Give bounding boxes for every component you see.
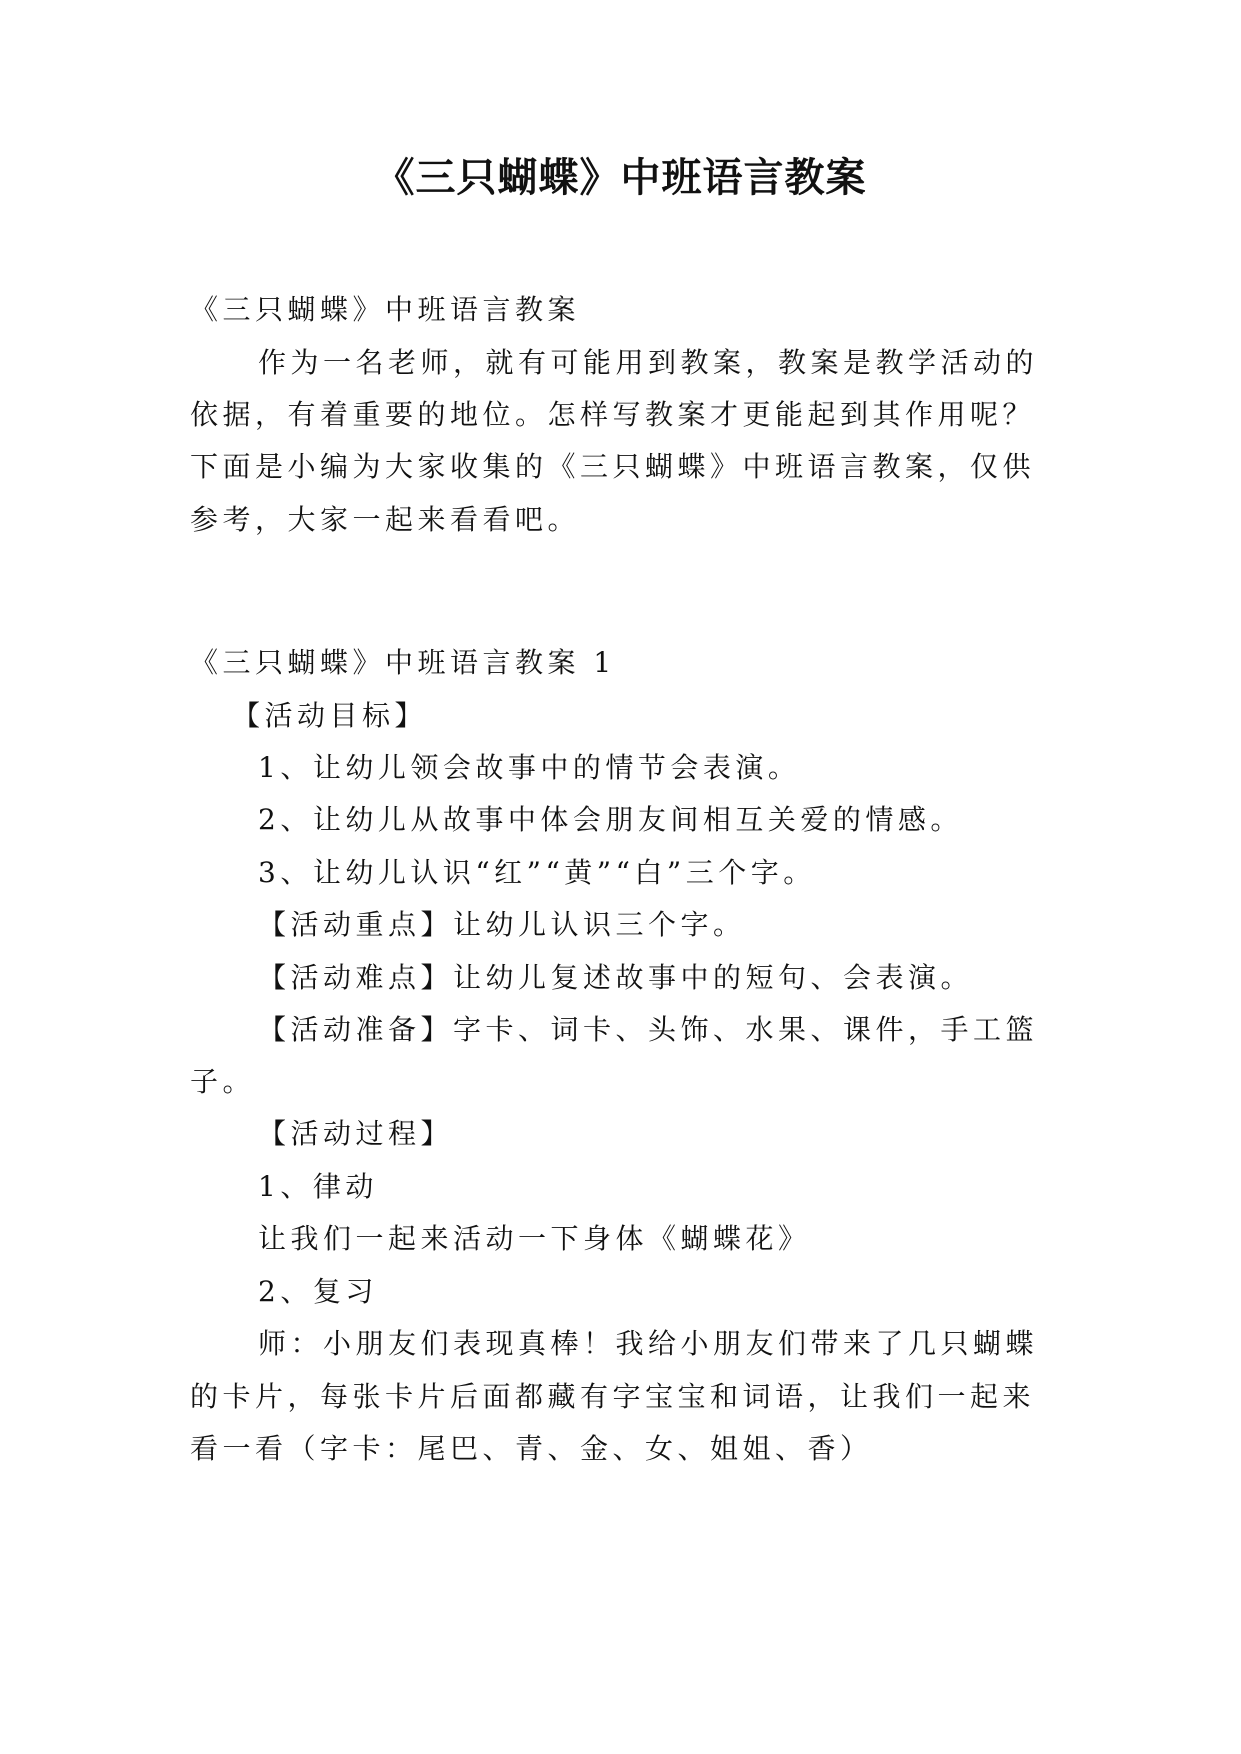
goal-item-2: 2、让幼儿从故事中体会朋友间相互关爱的情感。 [258, 803, 963, 836]
activity-preparation-cont: 子。 [190, 1065, 256, 1098]
intro-line-1: 作为一名老师，就有可能用到教案，教案是教学活动的 [258, 346, 1039, 379]
section-heading: 《三只蝴蝶》中班语言教案 1 [190, 646, 616, 679]
teacher-line-1: 师：小朋友们表现真棒！我给小朋友们带来了几只蝴蝶 [258, 1327, 1039, 1360]
goal-item-1: 1、让幼儿领会故事中的情节会表演。 [258, 751, 801, 784]
intro-line-4: 参考，大家一起来看看吧。 [190, 503, 581, 536]
intro-line-2: 依据，有着重要的地位。怎样写教案才更能起到其作用呢？ [190, 398, 1036, 431]
process-step-1-text: 让我们一起来活动一下身体《蝴蝶花》 [258, 1222, 811, 1255]
process-step-2: 2、复习 [258, 1275, 378, 1308]
activity-goals-heading: 【活动目标】 [232, 699, 428, 732]
intro-line-3: 下面是小编为大家收集的《三只蝴蝶》中班语言教案，仅供 [190, 450, 1036, 483]
activity-difficulty: 【活动难点】让幼儿复述故事中的短句、会表演。 [258, 961, 974, 994]
activity-preparation: 【活动准备】字卡、词卡、头饰、水果、课件，手工篮 [258, 1013, 1039, 1046]
activity-process-heading: 【活动过程】 [258, 1117, 454, 1150]
page-title: 《三只蝴蝶》中班语言教案 [374, 155, 867, 201]
teacher-line-3: 看一看（字卡：尾巴、青、金、女、姐姐、香） [190, 1432, 873, 1465]
process-step-1: 1、律动 [258, 1170, 378, 1203]
activity-focus: 【活动重点】让幼儿认识三个字。 [258, 908, 746, 941]
teacher-line-2: 的卡片，每张卡片后面都藏有字宝宝和词语，让我们一起来 [190, 1380, 1036, 1413]
doc-subtitle: 《三只蝴蝶》中班语言教案 [190, 293, 581, 326]
goal-item-3: 3、让幼儿认识“红”“黄”“白”三个字。 [258, 856, 816, 889]
